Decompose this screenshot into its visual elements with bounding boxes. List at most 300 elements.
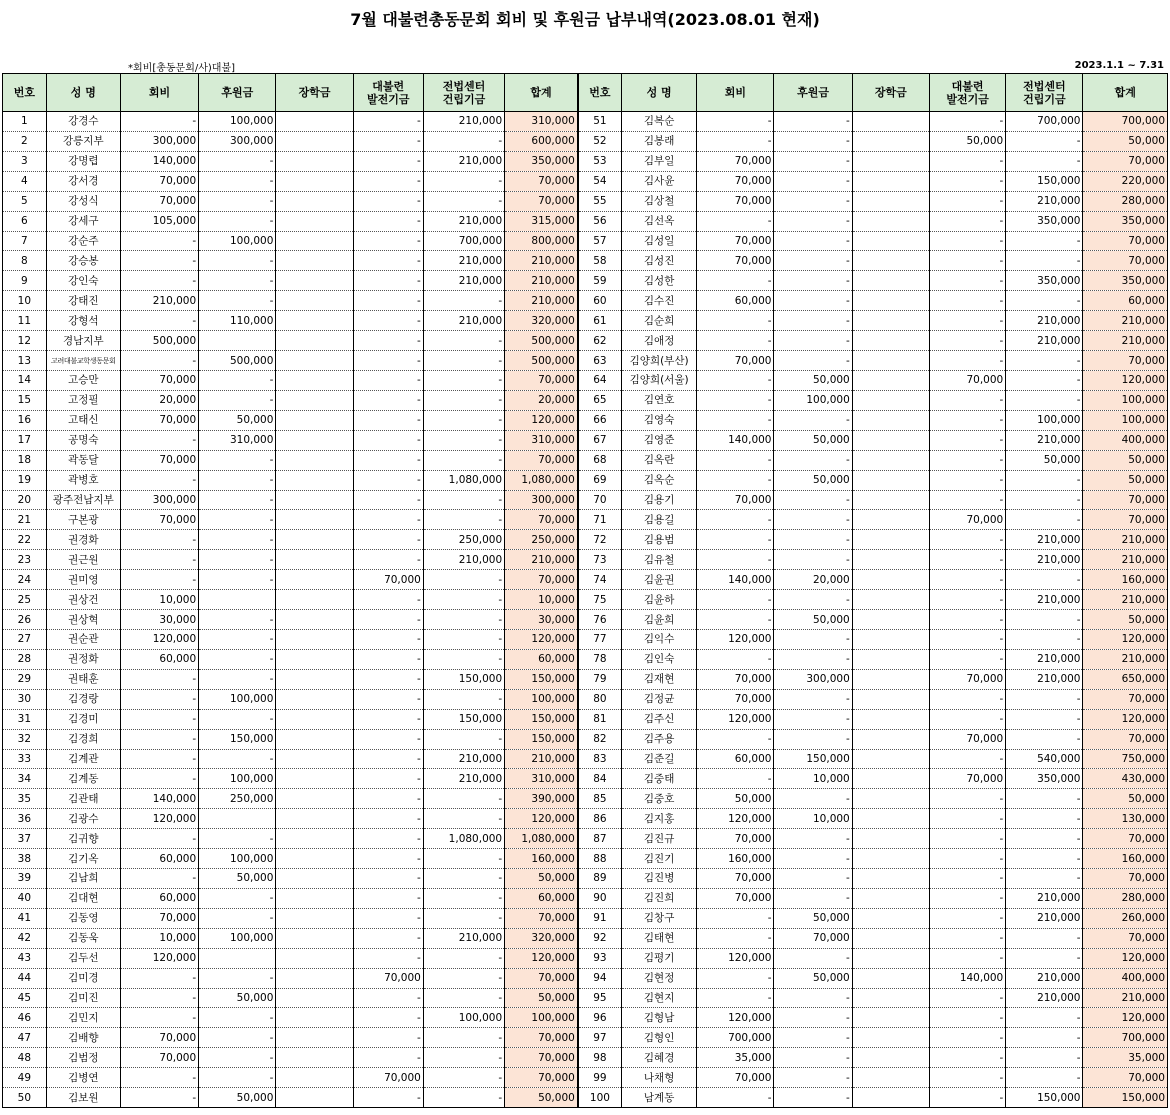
cell-fee: 300,000 — [120, 490, 198, 510]
cell-development: - — [353, 988, 423, 1008]
cell-fee: 120,000 — [120, 629, 198, 649]
cell-scholarship — [276, 171, 353, 191]
cell-name: 강태진 — [46, 291, 120, 311]
cell-center: 210,000 — [423, 749, 504, 769]
cell-scholarship — [852, 968, 929, 988]
cell-support: - — [199, 550, 276, 570]
cell-scholarship — [276, 1008, 353, 1028]
cell-fee: 120,000 — [697, 948, 774, 968]
cell-total: 300,000 — [505, 490, 578, 510]
cell-support: 100,000 — [199, 849, 276, 869]
cell-development: - — [353, 789, 423, 809]
header-fee: 회비 — [120, 74, 198, 112]
cell-scholarship — [852, 1008, 929, 1028]
table-row — [3, 869, 1168, 889]
header-center — [1006, 74, 1083, 112]
cell-total: 70,000 — [505, 450, 578, 470]
header-development-line1: 대불련 — [372, 79, 405, 93]
cell-total: 50,000 — [1083, 450, 1168, 470]
cell-scholarship — [276, 629, 353, 649]
cell-fee: 500,000 — [120, 331, 198, 351]
cell-development: - — [930, 809, 1006, 829]
cell-scholarship — [852, 888, 929, 908]
table-row — [3, 729, 1168, 749]
cell-center: 210,000 — [423, 251, 504, 271]
table-row — [3, 829, 1168, 849]
cell-total: 150,000 — [1083, 1088, 1168, 1108]
cell-development: - — [930, 928, 1006, 948]
cell-development: - — [930, 849, 1006, 869]
cell-support: 50,000 — [199, 869, 276, 889]
cell-development: - — [930, 271, 1006, 291]
cell-name: 고승만 — [46, 370, 120, 390]
cell-scholarship — [852, 809, 929, 829]
cell-fee: - — [120, 470, 198, 490]
header-name: 성 명 — [46, 74, 120, 112]
cell-total: 210,000 — [1083, 649, 1168, 669]
cell-name: 김혜경 — [622, 1048, 697, 1068]
cell-no: 1 — [3, 112, 47, 132]
cell-support: 70,000 — [774, 928, 852, 948]
cell-no: 99 — [578, 1068, 622, 1088]
cell-fee: 210,000 — [120, 291, 198, 311]
cell-scholarship — [276, 370, 353, 390]
cell-no: 35 — [3, 789, 47, 809]
cell-support: - — [199, 610, 276, 630]
cell-development: - — [353, 231, 423, 251]
cell-name: 김남희 — [46, 869, 120, 889]
cell-center: 350,000 — [1006, 271, 1083, 291]
cell-total: 120,000 — [505, 809, 578, 829]
cell-fee: 70,000 — [697, 231, 774, 251]
cell-total: 120,000 — [505, 629, 578, 649]
cell-scholarship — [276, 669, 353, 689]
cell-no: 88 — [578, 849, 622, 869]
cell-name: 김복순 — [622, 112, 697, 132]
header-center — [423, 74, 504, 112]
cell-support: 100,000 — [774, 390, 852, 410]
cell-no: 56 — [578, 211, 622, 231]
cell-no: 81 — [578, 709, 622, 729]
cell-support: - — [774, 649, 852, 669]
cell-scholarship — [852, 1068, 929, 1088]
cell-no: 44 — [3, 968, 47, 988]
cell-scholarship — [276, 390, 353, 410]
cell-development: - — [930, 450, 1006, 470]
cell-center: 210,000 — [423, 112, 504, 132]
cell-name: 강릉지부 — [46, 131, 120, 151]
cell-name: 김옥순 — [622, 470, 697, 490]
cell-scholarship — [852, 151, 929, 171]
cell-support: 50,000 — [774, 968, 852, 988]
cell-scholarship — [852, 1088, 929, 1108]
cell-no: 9 — [3, 271, 47, 291]
cell-name: 김범정 — [46, 1048, 120, 1068]
cell-total: 350,000 — [505, 151, 578, 171]
cell-development: - — [353, 112, 423, 132]
cell-no: 53 — [578, 151, 622, 171]
cell-total: 210,000 — [1083, 988, 1168, 1008]
cell-fee: 60,000 — [120, 849, 198, 869]
table-row — [3, 331, 1168, 351]
cell-scholarship — [276, 1028, 353, 1048]
cell-center: - — [423, 968, 504, 988]
cell-scholarship — [276, 928, 353, 948]
cell-development: - — [353, 271, 423, 291]
cell-center: - — [423, 649, 504, 669]
header-development — [353, 74, 423, 112]
cell-scholarship — [276, 789, 353, 809]
table-row — [3, 530, 1168, 550]
cell-fee: - — [120, 968, 198, 988]
cell-no: 75 — [578, 590, 622, 610]
cell-fee: 70,000 — [120, 908, 198, 928]
cell-scholarship — [852, 849, 929, 869]
table-row — [3, 131, 1168, 151]
header-no: 번호 — [578, 74, 622, 112]
cell-scholarship — [852, 948, 929, 968]
cell-total: 210,000 — [1083, 331, 1168, 351]
cell-development: - — [353, 211, 423, 231]
cell-total: 160,000 — [1083, 849, 1168, 869]
cell-no: 82 — [578, 729, 622, 749]
cell-total: 160,000 — [505, 849, 578, 869]
cell-center: 700,000 — [1006, 112, 1083, 132]
cell-support: 50,000 — [199, 988, 276, 1008]
cell-name: 김중태 — [622, 769, 697, 789]
cell-support: 100,000 — [199, 769, 276, 789]
cell-center: - — [423, 1028, 504, 1048]
cell-name: 권경화 — [46, 530, 120, 550]
cell-support: - — [199, 151, 276, 171]
cell-scholarship — [852, 251, 929, 271]
cell-total: 70,000 — [1083, 490, 1168, 510]
cell-development: - — [353, 151, 423, 171]
header-support: 후원금 — [199, 74, 276, 112]
table-row — [3, 1028, 1168, 1048]
cell-name: 강명렵 — [46, 151, 120, 171]
cell-development: - — [353, 370, 423, 390]
cell-scholarship — [852, 590, 929, 610]
cell-development: - — [930, 351, 1006, 371]
cell-development: - — [930, 908, 1006, 928]
cell-development: - — [353, 490, 423, 510]
table-row — [3, 430, 1168, 450]
cell-total: 280,000 — [1083, 191, 1168, 211]
cell-name: 김미경 — [46, 968, 120, 988]
table-row — [3, 769, 1168, 789]
cell-fee: - — [120, 689, 198, 709]
cell-fee: 70,000 — [697, 669, 774, 689]
cell-center: 210,000 — [423, 928, 504, 948]
cell-fee: 120,000 — [697, 809, 774, 829]
cell-development: - — [930, 829, 1006, 849]
cell-scholarship — [276, 869, 353, 889]
table-row — [3, 649, 1168, 669]
cell-scholarship — [852, 629, 929, 649]
cell-fee: - — [120, 749, 198, 769]
cell-total: 70,000 — [1083, 251, 1168, 271]
cell-total: 70,000 — [1083, 351, 1168, 371]
cell-center: - — [423, 869, 504, 889]
cell-total: 50,000 — [1083, 610, 1168, 630]
cell-no: 94 — [578, 968, 622, 988]
cell-development: - — [353, 251, 423, 271]
cell-development: - — [353, 1028, 423, 1048]
cell-no: 28 — [3, 649, 47, 669]
cell-scholarship — [852, 291, 929, 311]
table-row — [3, 311, 1168, 331]
cell-name: 김용기 — [622, 490, 697, 510]
cell-no: 8 — [3, 251, 47, 271]
cell-scholarship — [276, 131, 353, 151]
cell-fee: - — [697, 112, 774, 132]
cell-name: 김진기 — [622, 849, 697, 869]
cell-support: - — [199, 211, 276, 231]
cell-scholarship — [276, 988, 353, 1008]
cell-development: - — [353, 709, 423, 729]
cell-center: 210,000 — [423, 311, 504, 331]
cell-no: 15 — [3, 390, 47, 410]
cell-center: - — [1006, 610, 1083, 630]
cell-support: - — [774, 550, 852, 570]
cell-support: - — [199, 191, 276, 211]
cell-name: 김현정 — [622, 968, 697, 988]
cell-total: 120,000 — [1083, 629, 1168, 649]
cell-center: - — [423, 490, 504, 510]
cell-no: 92 — [578, 928, 622, 948]
cell-fee: - — [120, 869, 198, 889]
table-row — [3, 968, 1168, 988]
cell-no: 66 — [578, 410, 622, 430]
cell-total: 120,000 — [505, 948, 578, 968]
cell-support: - — [774, 988, 852, 1008]
cell-no: 31 — [3, 709, 47, 729]
cell-support: - — [774, 450, 852, 470]
cell-total: 280,000 — [1083, 888, 1168, 908]
cell-development: - — [930, 610, 1006, 630]
cell-total: 400,000 — [1083, 968, 1168, 988]
cell-support: 50,000 — [774, 470, 852, 490]
cell-no: 97 — [578, 1028, 622, 1048]
cell-no: 10 — [3, 291, 47, 311]
cell-center: 250,000 — [423, 530, 504, 550]
cell-name: 김평기 — [622, 948, 697, 968]
cell-fee: 140,000 — [697, 430, 774, 450]
cell-support: - — [774, 271, 852, 291]
cell-fee: 60,000 — [120, 888, 198, 908]
cell-total: 210,000 — [505, 271, 578, 291]
cell-no: 67 — [578, 430, 622, 450]
cell-fee: 70,000 — [697, 151, 774, 171]
cell-total: 120,000 — [1083, 1008, 1168, 1028]
cell-development: - — [930, 709, 1006, 729]
cell-fee: - — [120, 271, 198, 291]
cell-scholarship — [276, 331, 353, 351]
cell-development: - — [930, 231, 1006, 251]
cell-total: 320,000 — [505, 311, 578, 331]
cell-name: 김양희(서울) — [622, 370, 697, 390]
cell-center: - — [1006, 709, 1083, 729]
cell-name: 김윤희 — [622, 610, 697, 630]
cell-no: 30 — [3, 689, 47, 709]
cell-total: 120,000 — [1083, 370, 1168, 390]
cell-total: 390,000 — [505, 789, 578, 809]
cell-no: 23 — [3, 550, 47, 570]
cell-development: 70,000 — [930, 669, 1006, 689]
cell-center: - — [1006, 1028, 1083, 1048]
cell-no: 84 — [578, 769, 622, 789]
table-row — [3, 450, 1168, 470]
cell-name: 김상철 — [622, 191, 697, 211]
cell-scholarship — [276, 271, 353, 291]
cell-no: 91 — [578, 908, 622, 928]
cell-no: 38 — [3, 849, 47, 869]
cell-total: 70,000 — [505, 191, 578, 211]
cell-development: - — [930, 331, 1006, 351]
header-development-line1: 대불련 — [951, 79, 984, 93]
cell-name: 김순희 — [622, 311, 697, 331]
cell-total: 315,000 — [505, 211, 578, 231]
cell-no: 22 — [3, 530, 47, 550]
cell-center: 210,000 — [1006, 649, 1083, 669]
cell-center: 210,000 — [1006, 331, 1083, 351]
cell-total: 120,000 — [1083, 948, 1168, 968]
cell-fee: - — [120, 251, 198, 271]
cell-scholarship — [276, 1048, 353, 1068]
cell-name: 김성진 — [622, 251, 697, 271]
cell-name: 김수진 — [622, 291, 697, 311]
cell-fee: 70,000 — [697, 191, 774, 211]
cell-fee: - — [697, 450, 774, 470]
cell-no: 71 — [578, 510, 622, 530]
cell-center: - — [423, 789, 504, 809]
cell-scholarship — [852, 649, 929, 669]
cell-no: 74 — [578, 570, 622, 590]
cell-fee: 70,000 — [120, 191, 198, 211]
cell-center: - — [423, 191, 504, 211]
cell-scholarship — [852, 829, 929, 849]
cell-no: 6 — [3, 211, 47, 231]
cell-fee: 70,000 — [120, 450, 198, 470]
table-row — [3, 370, 1168, 390]
cell-total: 160,000 — [1083, 570, 1168, 590]
cell-center: - — [423, 131, 504, 151]
cell-center: - — [1006, 490, 1083, 510]
cell-name: 김진규 — [622, 829, 697, 849]
cell-no: 29 — [3, 669, 47, 689]
cell-center: - — [1006, 1008, 1083, 1028]
cell-name: 고태신 — [46, 410, 120, 430]
cell-center: - — [423, 430, 504, 450]
cell-fee: - — [120, 769, 198, 789]
cell-development: - — [930, 1088, 1006, 1108]
cell-development: - — [930, 191, 1006, 211]
cell-center: - — [423, 450, 504, 470]
cell-name: 권상건 — [46, 590, 120, 610]
table-row — [3, 849, 1168, 869]
table-row — [3, 231, 1168, 251]
cell-development: - — [353, 1008, 423, 1028]
cell-name: 김주신 — [622, 709, 697, 729]
cell-no: 41 — [3, 908, 47, 928]
cell-fee: - — [697, 370, 774, 390]
cell-development: - — [930, 789, 1006, 809]
cell-scholarship — [276, 590, 353, 610]
cell-no: 60 — [578, 291, 622, 311]
cell-total: 310,000 — [505, 430, 578, 450]
cell-name: 김동욱 — [46, 928, 120, 948]
cell-center: - — [1006, 928, 1083, 948]
cell-total: 70,000 — [1083, 510, 1168, 530]
cell-support: 300,000 — [199, 131, 276, 151]
cell-total: 150,000 — [505, 669, 578, 689]
table-row — [3, 689, 1168, 709]
cell-no: 100 — [578, 1088, 622, 1108]
cell-total: 700,000 — [1083, 112, 1168, 132]
cell-scholarship — [852, 390, 929, 410]
cell-fee: 70,000 — [697, 251, 774, 271]
cell-scholarship — [276, 291, 353, 311]
cell-support: - — [774, 410, 852, 430]
cell-center: 50,000 — [1006, 450, 1083, 470]
cell-scholarship — [852, 610, 929, 630]
cell-fee: - — [120, 729, 198, 749]
header-center-line1: 전법센터 — [1023, 79, 1066, 93]
cell-no: 83 — [578, 749, 622, 769]
cell-fee: 140,000 — [697, 570, 774, 590]
cell-center: - — [1006, 510, 1083, 530]
cell-name: 김애정 — [622, 331, 697, 351]
cell-center: 1,080,000 — [423, 470, 504, 490]
cell-scholarship — [276, 351, 353, 371]
cell-center: - — [423, 1068, 504, 1088]
cell-no: 37 — [3, 829, 47, 849]
cell-no: 59 — [578, 271, 622, 291]
cell-name: 김윤하 — [622, 590, 697, 610]
cell-scholarship — [852, 550, 929, 570]
table-row — [3, 550, 1168, 570]
cell-fee: - — [697, 988, 774, 1008]
cell-total: 100,000 — [505, 689, 578, 709]
cell-fee: - — [697, 550, 774, 570]
cell-total: 70,000 — [505, 968, 578, 988]
cell-center: - — [1006, 291, 1083, 311]
cell-scholarship — [852, 988, 929, 1008]
cell-development: - — [353, 629, 423, 649]
cell-scholarship — [276, 191, 353, 211]
cell-no: 79 — [578, 669, 622, 689]
table-row — [3, 251, 1168, 271]
cell-no: 51 — [578, 112, 622, 132]
cell-fee: - — [697, 271, 774, 291]
fee-note: *회비[총동문회/사)대불] — [128, 63, 236, 74]
cell-name: 김경랑 — [46, 689, 120, 709]
cell-center: 540,000 — [1006, 749, 1083, 769]
date-range: 2023.1.1 ~ 7.31 — [1074, 60, 1164, 71]
cell-no: 46 — [3, 1008, 47, 1028]
cell-fee: - — [697, 908, 774, 928]
cell-no: 7 — [3, 231, 47, 251]
cell-name: 김현지 — [622, 988, 697, 1008]
header-fee: 회비 — [697, 74, 774, 112]
cell-name: 강성식 — [46, 191, 120, 211]
cell-total: 100,000 — [505, 1008, 578, 1028]
cell-development: - — [353, 530, 423, 550]
cell-total: 800,000 — [505, 231, 578, 251]
cell-development: - — [353, 550, 423, 570]
cell-support: - — [774, 251, 852, 271]
